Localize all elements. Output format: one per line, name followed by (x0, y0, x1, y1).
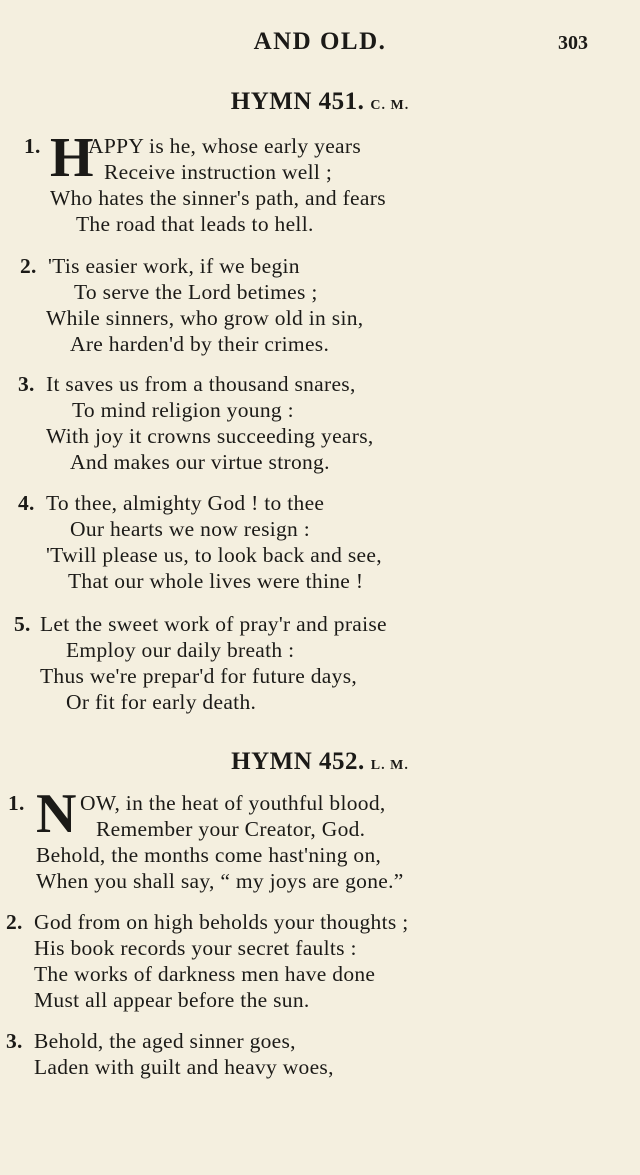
verse-line: Must all appear before the sun. (34, 988, 310, 1012)
verse-line: God from on high beholds your thoughts ; (34, 910, 409, 934)
drop-cap: H (50, 127, 94, 189)
verse-line: To thee, almighty God ! to thee (46, 491, 325, 515)
verse-line: The works of darkness men have done (34, 962, 376, 986)
verse-line: 'Twill please us, to look back and see, (46, 543, 382, 567)
verse-line: Or fit for early death. (66, 690, 257, 714)
verse-line: The road that leads to hell. (76, 212, 314, 236)
verse-number: 3. (18, 372, 35, 396)
hymn-title-text: HYMN 452. (231, 748, 365, 775)
verse-number: 1. (24, 134, 41, 158)
verse-line: OW, in the heat of youthful blood, (80, 791, 386, 815)
hymn-meter: C. M. (370, 98, 410, 113)
verse-line: And makes our virtue strong. (70, 450, 330, 474)
verse-number: 1. (8, 791, 25, 815)
verse-line: To mind religion young : (72, 398, 294, 422)
hymn-title-text: HYMN 451. (230, 88, 365, 115)
verse-line: Employ our daily breath : (66, 638, 295, 662)
verse-line: When you shall say, “ my joys are gone.” (36, 869, 404, 893)
hymn-meter: L. M. (370, 758, 409, 773)
verse-number: 4. (18, 491, 35, 515)
verse-line: While sinners, who grow old in sin, (46, 306, 364, 330)
verse-number: 5. (14, 612, 31, 636)
verse-line: APPY is he, whose early years (88, 134, 362, 158)
drop-cap: N (36, 783, 77, 845)
hymn-451-title (0, 88, 640, 116)
page-number: 303 (558, 32, 588, 54)
verse-line: Who hates the sinner's path, and fears (50, 186, 386, 210)
verse-line: Our hearts we now resign : (70, 517, 311, 541)
verse-line: That our whole lives were thine ! (68, 569, 364, 593)
running-head: AND OLD. (253, 28, 387, 55)
verse-number: 2. (20, 254, 37, 278)
verse-line: Thus we're prepar'd for future days, (40, 664, 358, 688)
hymn-452-title (0, 748, 640, 776)
verse-line: Remember your Creator, God. (96, 817, 366, 841)
verse-line: Behold, the months come hast'ning on, (36, 843, 382, 867)
verse-line: Laden with guilt and heavy woes, (34, 1055, 334, 1079)
verse-number: 3. (6, 1029, 23, 1053)
verse-number: 2. (6, 910, 23, 934)
verse-line: To serve the Lord betimes ; (74, 280, 318, 304)
verse-line: 'Tis easier work, if we begin (48, 254, 300, 278)
verse-line: Let the sweet work of pray'r and praise (40, 612, 387, 636)
verse-line: It saves us from a thousand snares, (46, 372, 356, 396)
verse-line: Are harden'd by their crimes. (70, 332, 330, 356)
verse-line: Receive instruction well ; (104, 160, 333, 184)
verse-line: With joy it crowns succeeding years, (46, 424, 374, 448)
verse-line: Behold, the aged sinner goes, (34, 1029, 296, 1053)
verse-line: His book records your secret faults : (34, 936, 357, 960)
